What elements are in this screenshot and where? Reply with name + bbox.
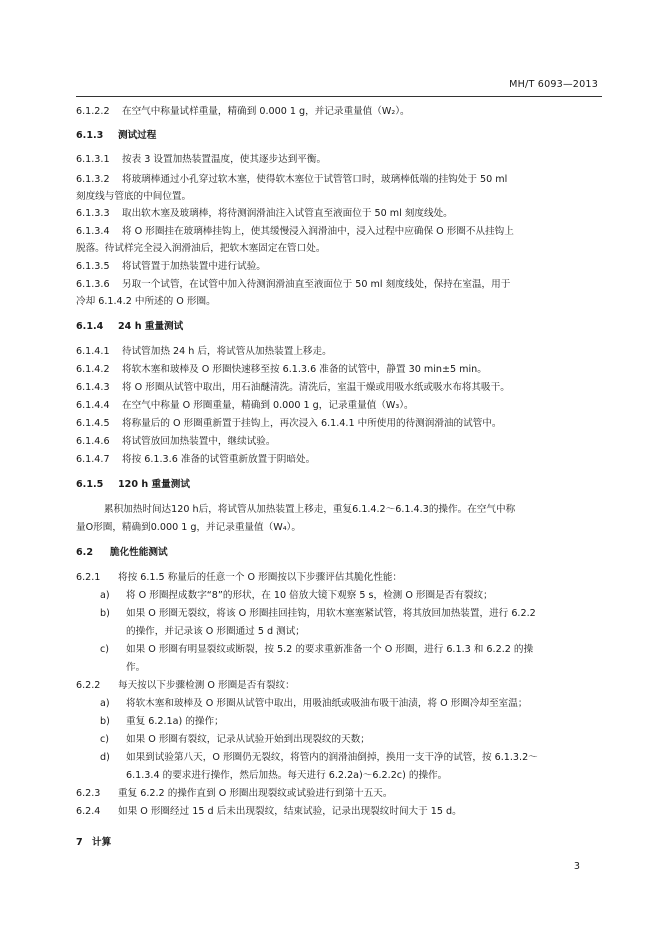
clause-number: 6.1.4 xyxy=(76,321,104,332)
text-line xyxy=(104,502,515,517)
clause-number: 6.1.3 xyxy=(76,130,104,141)
clause-text: 如果 O 形圈无裂纹，将该 O 形圈挂回挂钩，用软木塞塞紧试管，将其放回加热装置，进行 6.2.2 xyxy=(126,608,536,619)
clause-text: 测试过程 xyxy=(118,130,157,141)
text-line xyxy=(76,206,453,221)
clause-text: 脆化性能测试 xyxy=(110,547,168,558)
text-line xyxy=(76,362,487,377)
text-line xyxy=(76,224,514,239)
standard-code: MH/T 6093—2013 xyxy=(509,79,598,90)
clause-text: 将称量后的 O 形圈重新置于挂钩上，再次浸入 6.1.4.1 中所使用的待测润滑油的试管中。 xyxy=(122,418,502,429)
text-line xyxy=(100,606,536,621)
clause-number: 6.2.1 xyxy=(76,572,101,583)
clause-text: 取出软木塞及玻璃棒，将待测润滑油注入试管直至液面位于 50 ml 刻度线处。 xyxy=(122,208,453,219)
clause-number: 6.1.3.2 xyxy=(76,174,110,185)
text-line xyxy=(100,642,533,657)
clause-number: 6.1.2.2 xyxy=(76,106,110,117)
clause-number: 6.1.5 xyxy=(76,479,104,490)
text-line xyxy=(76,434,276,449)
clause-number: 6.2.4 xyxy=(76,806,101,817)
text-line xyxy=(76,189,191,204)
text-line xyxy=(76,520,301,535)
clause-text: 另取一个试管，在试管中加入待测润滑油直至液面位于 50 ml 刻度线处，保持在室温，用于 xyxy=(122,279,511,290)
clause-text: 如果到试验第八天，O 形圈仍无裂纹，将管内的润滑油倒掉，换用一支干净的试管，按 6.1.3.2～ xyxy=(126,752,538,763)
text-line xyxy=(100,714,224,729)
text-line xyxy=(76,380,510,395)
clause-text: 每天按以下步骤检测 O 形圈是否有裂纹： xyxy=(118,680,295,691)
clause-text: 将按 6.1.5 称量后的任意一个 O 形圈按以下步骤评估其脆化性能： xyxy=(118,572,403,583)
page-number: 3 xyxy=(573,861,580,872)
text-line xyxy=(76,416,502,431)
clause-number: b) xyxy=(100,716,110,727)
clause-number: 7 xyxy=(76,837,83,848)
clause-text: 如果 O 形圈有裂纹，记录从试验开始到出现裂纹的天数； xyxy=(126,734,370,745)
text-line xyxy=(76,804,462,819)
clause-number: 6.2 xyxy=(76,547,93,558)
text-line xyxy=(126,660,145,675)
clause-text: 将软木塞和玻棒及 O 形圈快速移至按 6.1.3.6 准备的试管中，静置 30 min±5 min。 xyxy=(122,364,487,375)
text-line xyxy=(100,588,493,603)
clause-text: 待试管加热 24 h 后，将试管从加热装置上移走。 xyxy=(122,346,332,357)
clause-text: 将试管置于加热装置中进行试验。 xyxy=(122,261,266,272)
clause-number: 6.1.3.4 xyxy=(76,226,110,237)
clause-number: c) xyxy=(100,734,110,745)
clause-number: a) xyxy=(100,698,110,709)
text-line xyxy=(76,570,402,585)
text-line xyxy=(76,398,414,413)
text-line xyxy=(76,294,216,309)
clause-number: 6.2.3 xyxy=(76,788,101,799)
clause-text: 重复 6.2.1a) 的操作； xyxy=(126,716,224,727)
text-line xyxy=(76,152,326,167)
section-heading xyxy=(76,477,190,492)
clause-number: 6.2.2 xyxy=(76,680,101,691)
header-rule xyxy=(76,96,602,97)
text-line xyxy=(100,696,527,711)
text-line xyxy=(100,750,538,765)
clause-number: a) xyxy=(100,590,110,601)
clause-number: d) xyxy=(100,752,110,763)
text-line xyxy=(76,277,510,292)
text-line xyxy=(76,104,410,119)
section-heading xyxy=(76,835,111,850)
clause-text: 如果 O 形圈经过 15 d 后未出现裂纹，结束试验，记录出现裂纹时间大于 15 d。 xyxy=(118,806,462,817)
clause-text: 将 O 形圈从试管中取出，用石油醚清洗。清洗后，室温干燥或用吸水纸或吸水布将其吸干。 xyxy=(122,382,510,393)
clause-text: 脱落。待试样完全浸入润滑油后，把软木塞固定在管口处。 xyxy=(76,243,326,254)
text-line xyxy=(126,624,305,639)
clause-text: 累积加热时间达120 h后，将试管从加热装置上移走，重复6.1.4.2～6.1.4.3的操作。在空气中称 xyxy=(104,504,516,515)
text-line xyxy=(76,344,332,359)
clause-number: 6.1.3.1 xyxy=(76,154,110,165)
clause-text: 将按 6.1.3.6 准备的试管重新放置于阴暗处。 xyxy=(122,454,316,465)
clause-text: 重复 6.2.2 的操作直到 O 形圈出现裂纹或试验进行到第十五天。 xyxy=(118,788,393,799)
text-line xyxy=(76,259,266,274)
clause-text: 作。 xyxy=(126,662,146,673)
section-heading xyxy=(76,319,183,334)
clause-number: 6.1.4.7 xyxy=(76,454,110,465)
clause-text: 刻度线与管底的中间位置。 xyxy=(76,191,192,202)
text-line xyxy=(76,172,507,187)
clause-number: 6.1.4.5 xyxy=(76,418,110,429)
clause-text: 将试管放回加热装置中，继续试验。 xyxy=(122,436,276,447)
clause-text: 的操作，并记录该 O 形圈通过 5 d 测试； xyxy=(126,626,305,637)
section-heading xyxy=(76,128,156,143)
text-line xyxy=(126,768,447,783)
text-line xyxy=(76,241,325,256)
clause-text: 量O形圈，精确到0.000 1 g，并记录重量值（W₄）。 xyxy=(76,522,301,533)
clause-text: 将软木塞和玻棒及 O 形圈从试管中取出，用吸油纸或吸油布吸干油渍，将 O 形圈冷却至室温； xyxy=(126,698,528,709)
section-heading xyxy=(76,545,168,560)
clause-number: c) xyxy=(100,644,110,655)
clause-number: 6.1.3.6 xyxy=(76,279,110,290)
clause-text: 120 h 重量测试 xyxy=(118,479,190,490)
clause-text: 冷却 6.1.4.2 中所述的 O 形圈。 xyxy=(76,296,216,307)
clause-text: 按表 3 设置加热装置温度，使其逐步达到平衡。 xyxy=(122,154,327,165)
text-line xyxy=(76,678,295,693)
clause-text: 24 h 重量测试 xyxy=(118,321,184,332)
clause-text: 在空气中称量试样重量，精确到 0.000 1 g，并记录重量值（W₂）。 xyxy=(122,106,410,117)
clause-number: 6.1.4.4 xyxy=(76,400,110,411)
clause-text: 在空气中称量 O 形圈重量，精确到 0.000 1 g，记录重量值（W₃）。 xyxy=(122,400,414,411)
clause-text: 将 O 形圈挂在玻璃棒挂钩上，使其缓慢浸入润滑油中，浸入过程中应确保 O 形圈不从挂钩上 xyxy=(122,226,514,237)
clause-text: 计算 xyxy=(92,837,112,848)
text-line xyxy=(76,786,392,801)
clause-number: 6.1.3.3 xyxy=(76,208,110,219)
clause-number: 6.1.4.1 xyxy=(76,346,110,357)
clause-text: 6.1.3.4 的要求进行操作，然后加热。每天进行 6.2.2a)～6.2.2c) 的操作。 xyxy=(126,770,448,781)
text-line xyxy=(100,732,370,747)
clause-number: 6.1.4.6 xyxy=(76,436,110,447)
clause-number: 6.1.4.3 xyxy=(76,382,110,393)
clause-text: 如果 O 形圈有明显裂纹或断裂，按 5.2 的要求重新准备一个 O 形圈，进行 6.1.3 和 6.2.2 的操 xyxy=(126,644,534,655)
clause-text: 将 O 形圈捏成数字“8”的形状，在 10 倍放大镜下观察 5 s，检测 O 形圈是否有裂纹； xyxy=(126,590,493,601)
clause-text: 将玻璃棒通过小孔穿过软木塞，使得软木塞位于试管管口时，玻璃棒低端的挂钩处于 50 ml xyxy=(122,174,508,185)
clause-number: 6.1.3.5 xyxy=(76,261,110,272)
clause-number: 6.1.4.2 xyxy=(76,364,110,375)
clause-number: b) xyxy=(100,608,110,619)
text-line xyxy=(76,452,315,467)
